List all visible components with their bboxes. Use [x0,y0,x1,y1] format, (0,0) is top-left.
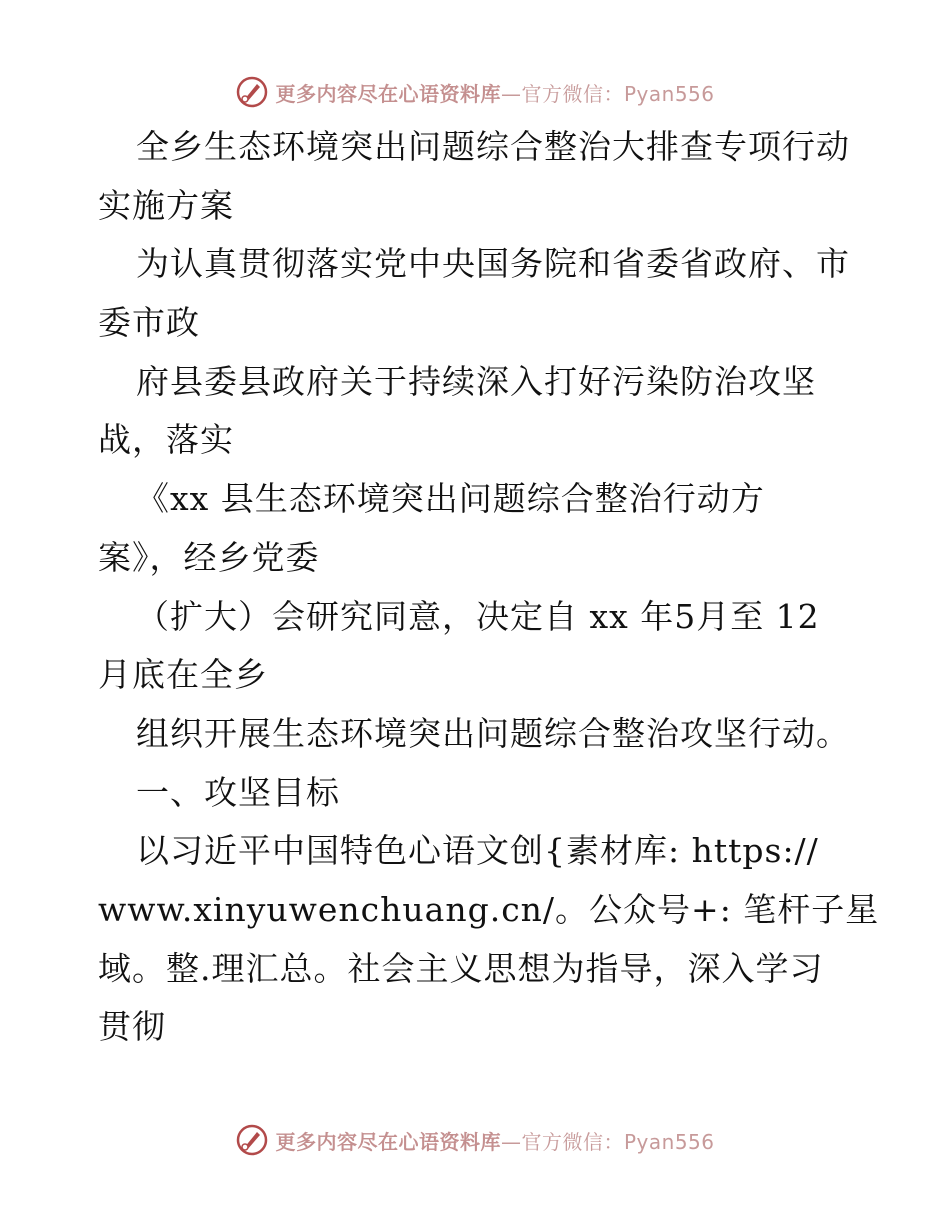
doc-paragraph-line: （扩大）会研究同意，决定自 xx 年5月至 12 [136,596,820,636]
doc-paragraph-line: 府县委县政府关于持续深入打好污染防治攻坚 [136,361,816,401]
footer-watermark [0,1120,950,1160]
doc-paragraph-line: 以习近平中国特色心语文创{素材库: https:// [136,831,819,871]
quill-logo-icon [235,75,269,109]
watermark-wechat-id: Pyan556 [623,1129,715,1154]
doc-paragraph-line: 域。整.理汇总。社会主义思想为指导，深入学习 [98,948,824,988]
doc-paragraph-line: 委市政 [98,303,200,343]
watermark-brand: 更多内容尽在心语资料库 [275,1129,501,1154]
doc-paragraph-line: 战，落实 [98,420,234,460]
doc-paragraph-line: 月底在全乡 [98,655,268,695]
watermark-separator: —官方微信： [500,81,624,106]
header-watermark [0,72,950,112]
doc-paragraph-line: 《xx 县生态环境突出问题综合整治行动方 [136,479,765,519]
document-body [98,118,880,1057]
doc-title-line-1: 全乡生态环境突出问题综合整治大排查专项行动 [136,127,850,166]
doc-paragraph-line: 组织开展生态环境突出问题综合整治攻坚行动。 [136,713,850,753]
section-heading: 一、攻坚目标 [136,772,340,812]
watermark-text [275,1126,714,1155]
doc-title-line-2: 实施方案 [98,185,234,225]
doc-paragraph-line: 案》，经乡党委 [98,537,320,577]
doc-paragraph-line: 为认真贯彻落实党中央国务院和省委省政府、市 [136,244,850,284]
watermark-text [275,78,714,107]
doc-paragraph-line: 贯彻 [98,1007,166,1047]
watermark-wechat-id: Pyan556 [623,81,715,106]
doc-paragraph-line: www.xinyuwenchuang.cn/。公众号+: 笔杆子星 [98,889,880,929]
watermark-separator: —官方微信： [500,1129,624,1154]
quill-logo-icon [235,1123,269,1157]
watermark-brand: 更多内容尽在心语资料库 [275,81,501,106]
